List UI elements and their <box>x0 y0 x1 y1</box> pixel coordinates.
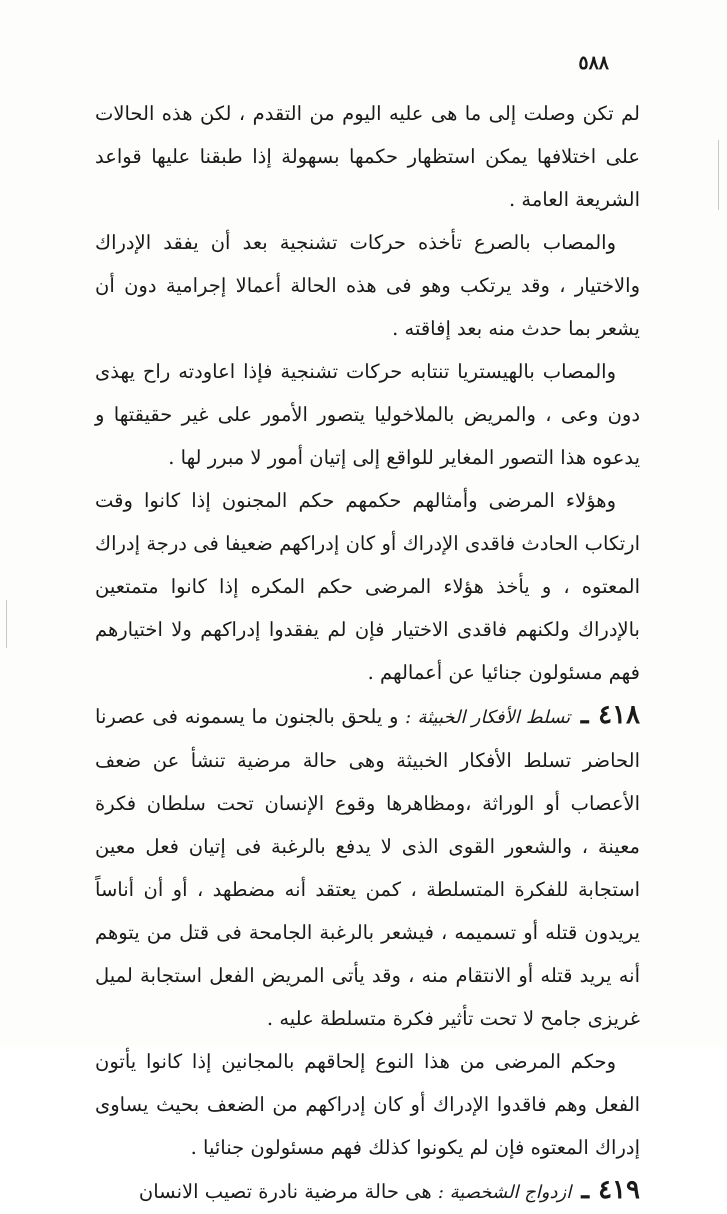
section-title: تسلط الأفكار الخبيثة : <box>405 707 571 728</box>
paragraph-text: و يلحق بالجنون ما يسمونه فى عصرنا الحاضر تسلط الأفكار الخبيثة وهى حالة مرضية تنشأ عن ضعف الأعصاب أو الوراثة ،ومظاهرها وقوع الإنسان تحت سلطان فكرة معينة ، والشعور القوى الذى لا يدفع بالرغبة فى إتيان فعل معين استجابة للفكرة المتسلطة ، كمن يعتقد أنه مضطهد ، أو أن أناساً يريدون قتله أو تسميمه ، فيشعر بالرغبة الجامحة فى قتل من يتوهم أنه يريد قتله أو الانتقام منه ، وقد يأتى المريض الفعل استجابة لميل غريزى جامح لا تحت تأثير فكرة متسلطة عليه . <box>95 705 640 1030</box>
paragraph-obsession-ruling <box>95 1040 640 1169</box>
paragraph-ruling <box>95 479 640 694</box>
paragraph-hysteria <box>95 350 640 479</box>
page-number: ٥٨٨ <box>578 52 609 74</box>
section-number: ٤١٨ ـ <box>580 700 641 730</box>
section-418 <box>95 694 640 1040</box>
section-419 <box>95 1169 640 1214</box>
margin-tick-left <box>6 600 7 648</box>
paragraph-text: وحكم المرضى من هذا النوع إلحاقهم بالمجانين إذا كانوا يأتون الفعل وهم فاقدوا الإدراك أو كان إدراكهم من الضعف بحيث يساوى إدراك المعتوه فإن لم يكونوا كذلك فهم مسئولون جنائيا . <box>95 1050 640 1159</box>
paragraph-text: والمصاب بالصرع تأخذه حركات تشنجية بعد أن يفقد الإدراك والاختيار ، وقد يرتكب وهو فى هذه الحالة أعمالا إجرامية دون أن يشعر بما حدث منه بعد إفاقته . <box>95 231 640 340</box>
body-text <box>95 92 640 1214</box>
paragraph-text: وهؤلاء المرضى وأمثالهم حكمهم حكم المجنون إذا كانوا وقت ارتكاب الحادث فاقدى الإدراك أو كان إدراكهم ضعيفا فى درجة إدراك المعتوه ، و يأخذ هؤلاء المرضى حكم المكره إذا كانوا متمتعين بالإدراك ولكنهم فاقدى الاختيار فإن لم يفقدوا إدراكهم ولا اختيارهم فهم مسئولون جنائيا عن أعمالهم . <box>95 489 640 684</box>
paragraph-epilepsy <box>95 221 640 350</box>
section-number: ٤١٩ ـ <box>581 1175 640 1205</box>
paragraph-text: هى حالة مرضية نادرة تصيب الانسان <box>138 1180 432 1203</box>
section-title: ازدواج الشخصية : <box>437 1182 572 1203</box>
margin-tick-right <box>718 140 719 210</box>
paragraph-1 <box>95 92 640 221</box>
paragraph-text: لم تكن وصلت إلى ما هى عليه اليوم من التقدم ، لكن هذه الحالات على اختلافها يمكن استظهار حكمها بسهولة إذا طبقنا عليها قواعد الشريعة العامة . <box>95 102 640 211</box>
paragraph-text: والمصاب بالهيستريا تنتابه حركات تشنجية فإذا اعاودته راح يهذى دون وعى ، والمريض بالملاخوليا يتصور الأمور على غير حقيقتها و يدعوه هذا التصور المغاير للواقع إلى إتيان أمور لا مبرر لها . <box>95 360 640 469</box>
